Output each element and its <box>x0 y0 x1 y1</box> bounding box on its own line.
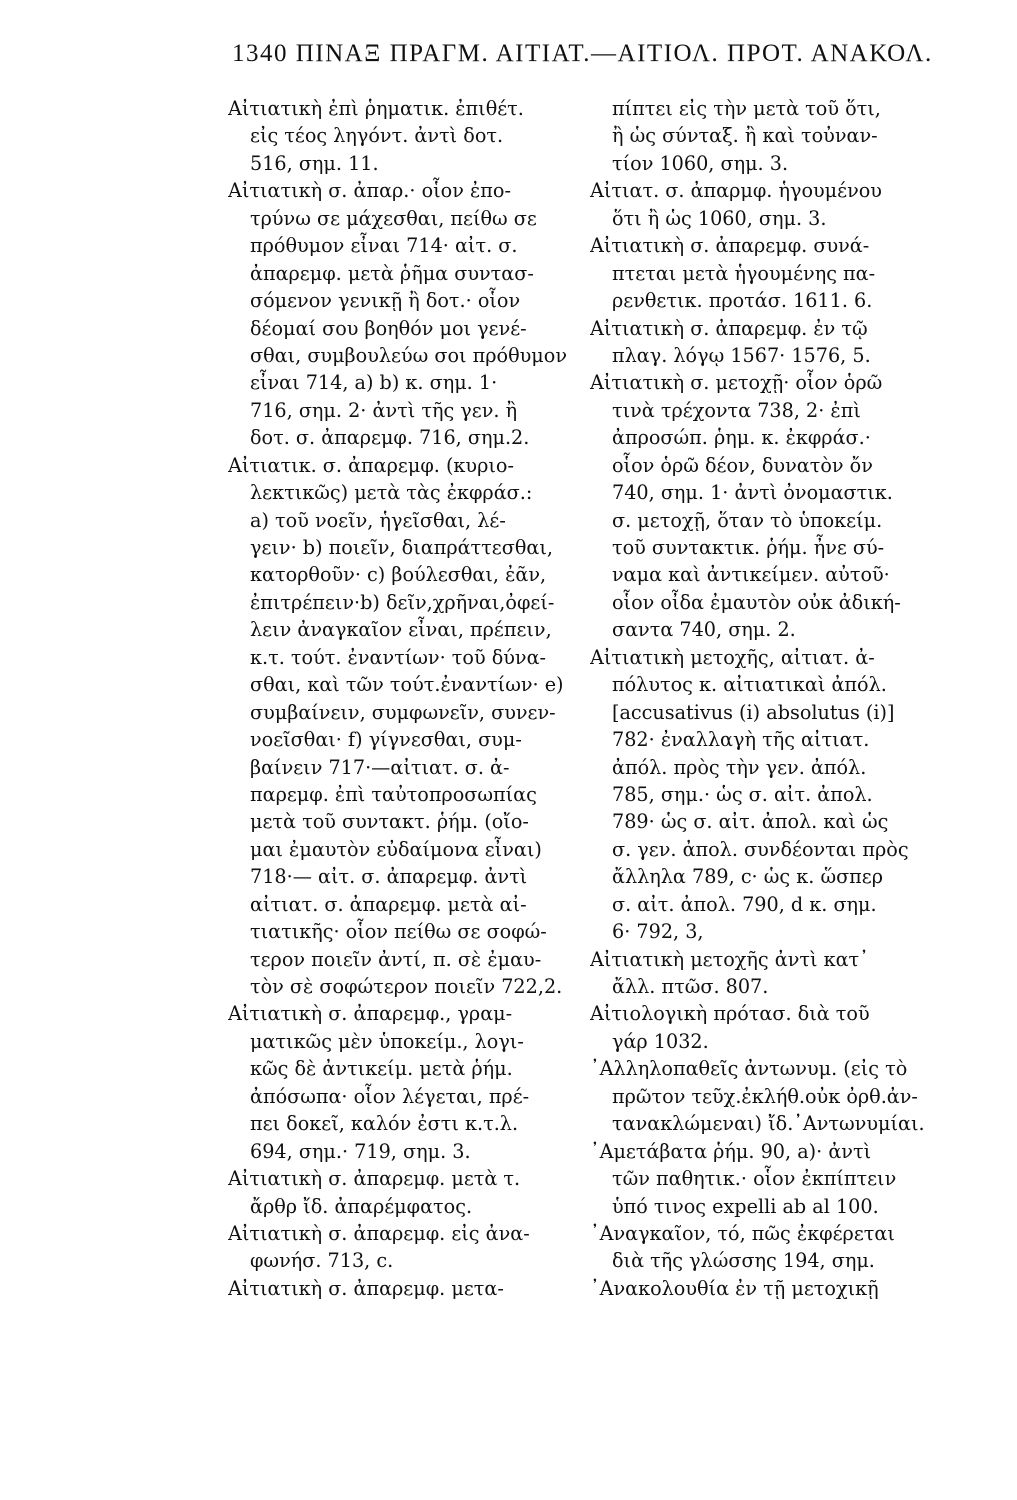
page-header: 1340 ΠΙΝΑΞ ΠΡΑΓΜ. ΑΙΤΙΑΤ.—ΑΙΤΙΟΛ. ΠΡΟΤ. ΑΝΑΚΟΛ. <box>232 40 933 67</box>
text-line: συμβαίνειν, συμφωνεῖν, συνεν- <box>250 700 556 724</box>
text-line: πτεται μετὰ ἡγουμένης πα- <box>612 261 876 285</box>
text-line: ματικῶς μὲν ὑποκείμ., λογι- <box>250 1029 524 1053</box>
text-line: λειν ἀναγκαῖον εἶναι, πρέπειν, <box>250 618 552 642</box>
text-line: δέομαί σου βοηθόν μοι γενέ- <box>250 316 527 340</box>
text-line: κῶς δὲ ἀντικείμ. μετὰ ῥήμ. <box>250 1057 513 1081</box>
text-line: τιατικῆς· οἷον πείθω σε σοφώ- <box>250 920 547 944</box>
text-line: Αἰτιατικὴ σ. ἀπαρεμφ., γραμ- <box>228 1002 513 1026</box>
text-line: Αἰτιατικὴ σ. ἀπαρεμφ. συνά- <box>590 234 870 258</box>
text-line: σ. αἰτ. ἀπολ. 790, d κ. σημ. <box>612 892 877 916</box>
text-line: πίπτει εἰς τὴν μετὰ τοῦ ὅτι, <box>612 97 881 120</box>
text-line: σαντα 740, σημ. 2. <box>612 618 796 642</box>
text-line: ὑπό τινος expelli ab al 100. <box>612 1194 879 1218</box>
text-line: λεκτικῶς) μετὰ τὰς ἐκφράσ.: <box>250 481 533 505</box>
text-line: μαι ἐμαυτὸν εὐδαίμονα εἶναι) <box>250 837 542 861</box>
left-column <box>228 95 573 1302</box>
text-line: [accusativus (i) absolutus (i)] <box>612 700 895 724</box>
text-line: τοῦ συντακτικ. ῥήμ. ἦνε σύ- <box>612 536 885 559</box>
text-line: ἄλληλα 789, c· ὡς κ. ὥσπερ <box>612 865 884 889</box>
text-line: φωνήσ. 713, c. <box>250 1249 394 1273</box>
text-line: Αἰτιατικὴ σ. μετοχῇ· οἷον ὁρῶ <box>590 371 883 395</box>
text-line: γάρ 1032. <box>612 1029 709 1053</box>
text-line: οἷον ὁρῶ δέον, δυνατὸν ὄν <box>612 453 873 477</box>
text-line: 782· ἐναλλαγὴ τῆς αἰτιατ. <box>612 728 870 752</box>
right-column <box>590 95 935 1302</box>
text-line: γειν· b) ποιεῖν, διαπράττεσθαι, <box>250 536 553 559</box>
text-line: Αἰτιατικὴ ἐπὶ ῥηματικ. ἐπιθέτ. <box>228 97 524 120</box>
text-line: Αἰτιολογικὴ πρότασ. διὰ τοῦ <box>590 1002 870 1026</box>
text-line: ἀπαρεμφ. μετὰ ῥῆμα συντασ- <box>250 261 534 285</box>
text-line: εἰς τέος ληγόντ. ἀντὶ δοτ. <box>250 124 504 148</box>
text-line: ἀπόσωπα· οἷον λέγεται, πρέ- <box>250 1084 530 1108</box>
text-line: τρύνω σε μάχεσθαι, πείθω σε <box>250 206 537 230</box>
text-line: 718·— αἰτ. σ. ἀπαρεμφ. ἀντὶ <box>250 865 528 889</box>
text-line: σθαι, καὶ τῶν τούτ.ἐναντίων· e) <box>250 673 564 697</box>
text-line: παρεμφ. ἐπὶ ταὐτοπροσωπίας <box>250 782 537 806</box>
text-line: πόλυτος κ. αἰτιατικαὶ ἀπόλ. <box>612 673 887 697</box>
text-line: 789· ὡς σ. αἰτ. ἀπολ. καὶ ὡς <box>612 810 889 834</box>
text-line: τινὰ τρέχοντα 738, 2· ἐπὶ <box>612 398 861 422</box>
text-line: οἷον οἶδα ἐμαυτὸν οὐκ ἀδική- <box>612 590 901 614</box>
text-line: a) τοῦ νοεῖν, ἡγεῖσθαι, λέ- <box>250 508 506 532</box>
text-line: ὅτι ἢ ὡς 1060, σημ. 3. <box>612 206 827 230</box>
text-line: Αἰτιατικὴ σ. ἀπαρεμφ. μετὰ τ. <box>228 1167 521 1191</box>
text-line: νοεῖσθαι· f) γίγνεσθαι, συμ- <box>250 728 522 752</box>
text-line: 516, σημ. 11. <box>250 151 379 175</box>
text-line: ἀπροσώπ. ῥημ. κ. ἐκφράσ.· <box>612 426 871 450</box>
text-line: τανακλώμεναι) ἴδ.᾽Αντωνυμίαι. <box>612 1112 925 1136</box>
text-line: ᾽Αναγκαῖον, τό, πῶς ἐκφέρεται <box>590 1221 895 1245</box>
text-line: ἐπιτρέπειν·b) δεῖν,χρῆναι,ὀφεί- <box>250 590 555 614</box>
text-line: κ.τ. τούτ. ἐναντίων· τοῦ δύνα- <box>250 645 547 669</box>
text-line: τερον ποιεῖν ἀντί, π. σὲ ἐμαυ- <box>250 947 542 971</box>
text-line: Αἰτιατικὴ μετοχῆς ἀντὶ κατ᾽ <box>590 947 869 971</box>
text-line: Αἰτιατικὴ σ. ἀπαρεμφ. εἰς ἀνα- <box>228 1221 530 1245</box>
text-line: ᾽Αλληλοπαθεῖς ἀντωνυμ. (εἰς τὸ <box>590 1057 908 1081</box>
text-line: Αἰτιατικὴ σ. ἀπαρεμφ. ἐν τῷ <box>590 316 868 340</box>
text-line: ρενθετικ. προτάσ. 1611. 6. <box>612 289 873 313</box>
text-line: Αἰτιατικὴ σ. ἀπαρ.· οἷον ἐπο- <box>228 179 511 203</box>
text-line: πρόθυμον εἶναι 714· αἰτ. σ. <box>250 234 518 258</box>
text-line: αἰτιατ. σ. ἀπαρεμφ. μετὰ αἰ- <box>250 892 527 916</box>
text-line: σόμενον γενικῇ ἢ δοτ.· οἷον <box>250 289 521 313</box>
text-line: εἶναι 714, a) b) κ. σημ. 1· <box>250 371 498 395</box>
text-line: δοτ. σ. ἀπαρεμφ. 716, σημ.2. <box>250 426 530 450</box>
text-line: 740, σημ. 1· ἀντὶ ὀνομαστικ. <box>612 481 893 505</box>
text-line: ἀπόλ. πρὸς τὴν γεν. ἀπόλ. <box>612 755 867 779</box>
text-line: σ. μετοχῇ, ὅταν τὸ ὑποκείμ. <box>612 508 883 532</box>
text-line: Αἰτιατικὴ μετοχῆς, αἰτιατ. ἀ- <box>590 645 875 669</box>
text-line: ναμα καὶ ἀντικείμεν. αὐτοῦ· <box>612 563 890 587</box>
text-line: βαίνειν 717·—αἰτιατ. σ. ἀ- <box>250 755 510 779</box>
text-line: 6· 792, 3, <box>612 920 704 944</box>
text-line: 716, σημ. 2· ἀντὶ τῆς γεν. ἢ <box>250 398 518 422</box>
text-line: κατορθοῦν· c) βούλεσθαι, ἐᾶν, <box>250 563 547 587</box>
text-line: ᾽Ανακολουθία ἐν τῇ μετοχικῇ <box>590 1276 879 1300</box>
text-line: σ. γεν. ἀπολ. συνδέονται πρὸς <box>612 837 909 861</box>
text-line: πρῶτον τεῦχ.ἐκλήθ.οὐκ ὀρθ.ἀν- <box>612 1084 918 1108</box>
text-line: πει δοκεῖ, καλόν ἐστι κ.τ.λ. <box>250 1112 519 1136</box>
text-line: Αἰτιατικ. σ. ἀπαρεμφ. (κυριο- <box>228 453 514 477</box>
text-line: ἢ ὡς σύνταξ. ἢ καὶ τοὐναν- <box>612 124 878 148</box>
text-line: πλαγ. λόγῳ 1567· 1576, 5. <box>612 343 871 367</box>
text-line: διὰ τῆς γλώσσης 194, σημ. <box>612 1249 875 1273</box>
text-line: τῶν παθητικ.· οἷον ἐκπίπτειν <box>612 1167 897 1191</box>
text-line: ἄρθρ ἴδ. ἀπαρέμφατος. <box>250 1194 473 1218</box>
text-line: μετὰ τοῦ συντακτ. ῥήμ. (οἴο- <box>250 810 529 834</box>
text-line: 785, σημ.· ὡς σ. αἰτ. ἀπολ. <box>612 782 873 806</box>
text-line: τίον 1060, σημ. 3. <box>612 151 789 175</box>
text-line: Αἰτιατικὴ σ. ἀπαρεμφ. μετα- <box>228 1276 504 1300</box>
text-line: σθαι, συμβουλεύω σοι πρόθυμον <box>250 343 567 367</box>
text-line: τὸν σὲ σοφώτερον ποιεῖν 722,2. <box>250 975 563 998</box>
text-line: ἄλλ. πτῶσ. 807. <box>612 975 769 998</box>
text-line: ᾽Αμετάβατα ῥήμ. 90, a)· ἀντὶ <box>590 1139 872 1163</box>
text-line: Αἰτιατ. σ. ἀπαρμφ. ἡγουμένου <box>590 179 882 203</box>
text-line: 694, σημ.· 719, σημ. 3. <box>250 1139 471 1163</box>
